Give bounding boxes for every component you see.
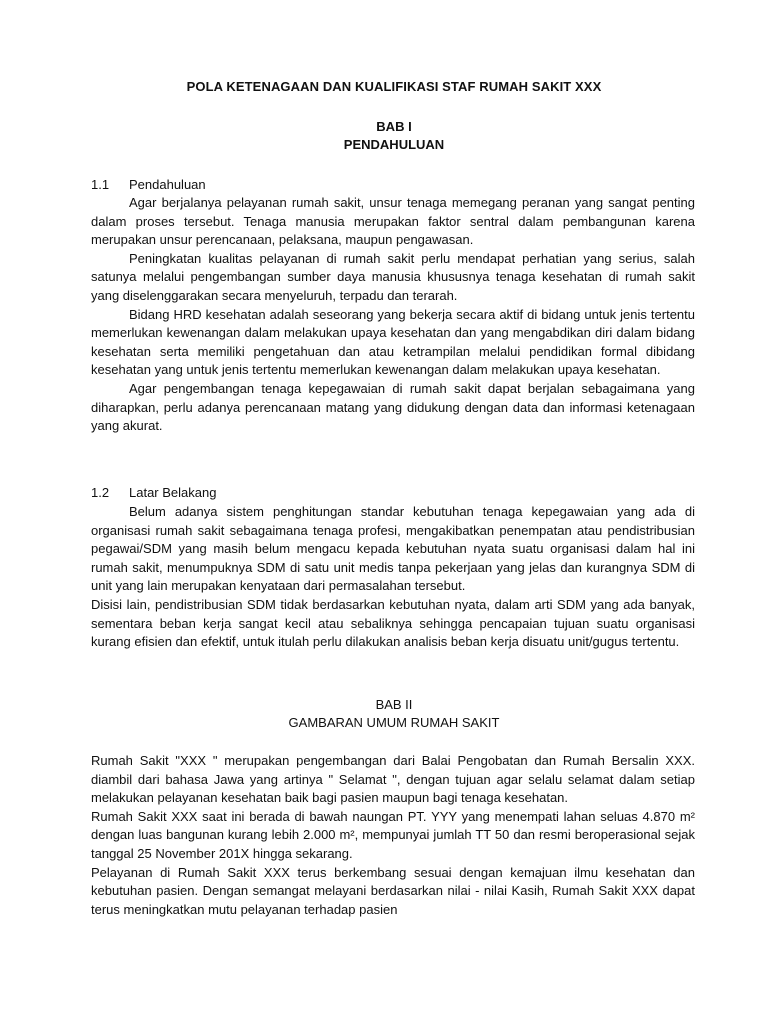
chapter-2-body [91, 752, 695, 919]
chapter-1-label: BAB I [376, 119, 412, 134]
paragraph: Rumah Sakit XXX saat ini berada di bawah naungan PT. YYY yang menempati lahan seluas 4.870 m² dengan luas bangunan kurang lebih 2.000 m², mempunyai jumlah TT 50 dan resmi beroperasional sejak tanggal 25 November 201X hingga sekarang. [91, 808, 695, 861]
paragraph: Agar berjalanya pelayanan rumah sakit, unsur tenaga memegang peranan yang sangat penting dalam proses tersebut. Tenaga manusia merupakan faktor sentral dalam pembangunan karena merupakan unsur perencanaan, pelaksana, maupun pengawasan. [91, 195, 695, 248]
section-title: Latar Belakang [129, 485, 217, 500]
paragraph: Peningkatan kualitas pelayanan di rumah sakit perlu mendapat perhatian yang serius, salah satunya melalui pengembangan sumber daya manusia khususnya tenaga kesehatan di rumah sakit yang diselenggarakan secara menyeluruh, terpadu dan terarah. [91, 250, 695, 303]
chapter-1-title: PENDAHULUAN [343, 137, 445, 152]
section-number: 1.2 [91, 485, 110, 500]
chapter-2-title: GAMBARAN UMUM RUMAH SAKIT [288, 715, 500, 730]
paragraph: Disisi lain, pendistribusian SDM tidak berdasarkan kebutuhan nyata, dalam arti SDM yang ada banyak, sementara beban kerja sangat kecil atau sebaliknya sehingga pencapaian tujuan suatu organisasi kurang efisien dan efektif, untuk itulah perlu dilakukan analisis beban kerja disuatu unit/gugus tertentu. [91, 596, 695, 650]
paragraph: Rumah Sakit "XXX " merupakan pengembangan dari Balai Pengobatan dan Rumah Bersalin XXX. diambil dari bahasa Jawa yang artinya " Selamat ", dengan tujuan agar selalu selamat dalam setiap melakukan pelayanan kesehatan baik bagi pasien maupun bagi tenaga kesehatan. [91, 753, 695, 806]
section-1-1-body [91, 194, 695, 436]
document-title: POLA KETENAGAAN DAN KUALIFIKASI STAF RUMAH SAKIT XXX [186, 79, 602, 94]
paragraph: Bidang HRD kesehatan adalah seseorang yang bekerja secara aktif di bidang untuk jenis tertentu memerlukan kewenangan dalam melakukan upaya kesehatan dan yang mengabdikan diri dalam bidang kesehatan serta memiliki pengetahuan dan atau ketrampilan melalui pendidikan formal dibidang kesehatan yang untuk jenis tertentu memerlukan kewenangan dalam melakukan upaya kesehatan. [91, 306, 695, 378]
section-number: 1.1 [91, 177, 110, 192]
paragraph: Belum adanya sistem penghitungan standar kebutuhan tenaga kepegawaian yang ada di organisasi rumah sakit sebagaimana tenaga profesi, mengakibatkan penempatan atau pendistribusian pegawai/SDM yang masih belum mengacu kepada kebutuhan nyata suatu organisasi dalam hal ini rumah sakit, menumpuknya SDM di satu unit medis tanpa pekerjaan yang jelas dan kurangnya SDM di unit yang lain merupakan kenyataan dari permasalahan tersebut. [91, 504, 695, 594]
section-1-2-body [91, 503, 695, 652]
section-heading-1-1 [91, 177, 206, 192]
paragraph: Agar pengembangan tenaga kepegawaian di rumah sakit dapat berjalan sebagaimana yang diharapkan, perlu adanya perencanaan matang yang didukung dengan data dan informasi ketenagaan yang akurat. [91, 380, 695, 434]
paragraph: Pelayanan di Rumah Sakit XXX terus berkembang sesuai dengan kemajuan ilmu kesehatan dan kebutuhan pasien. Dengan semangat melayani berdasarkan nilai - nilai Kasih, Rumah Sakit XXX dapat terus meningkatkan mutu pelayanan terhadap pasien [91, 864, 695, 917]
section-heading-1-2 [91, 485, 216, 500]
section-title: Pendahuluan [129, 177, 206, 192]
chapter-2-label: BAB II [375, 697, 413, 712]
